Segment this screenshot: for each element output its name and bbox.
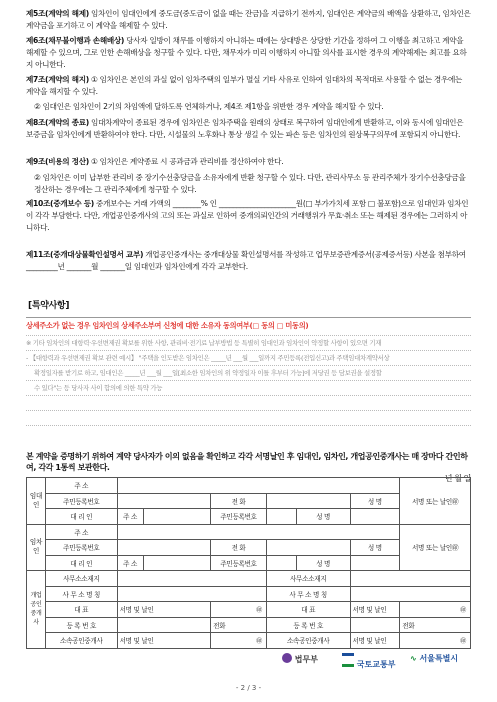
broker1-rep-label: 대 표 <box>45 602 117 618</box>
signature-table <box>26 477 471 649</box>
lessor-agent-name-label: 성 명 <box>296 509 350 525</box>
broker1-office-addr-field[interactable] <box>117 571 266 587</box>
lessee-address-label: 주 소 <box>45 524 117 540</box>
lessee-agent-rrn-label: 주민등록번호 <box>211 555 267 571</box>
lessee-agent-label: 대 리 인 <box>45 555 117 571</box>
lessor-name-label: 성 명 <box>350 493 400 509</box>
broker2-seal[interactable]: ㊞ <box>400 602 471 618</box>
molit-logo: 국토교통부 <box>342 653 395 670</box>
clause-9-1: 제9조(비용의 정산) ① 임차인은 계약종료 시 공과금과 관리비를 정산하여야 한다. <box>26 157 284 166</box>
broker2-sign-label: 서명 및 날인 <box>350 602 400 618</box>
lessee-sign-cell[interactable]: 서명 또는 날인㊞ <box>400 524 471 571</box>
lessee-agent-addr-field[interactable] <box>143 555 211 571</box>
divider <box>26 410 471 411</box>
address-consent-line: 상세주소가 없는 경우 임차인의 상세주소부여 신청에 대한 소유자 동의여부(□ 동의 □ 미동의) <box>26 321 309 330</box>
lessor-phone-field[interactable] <box>266 493 350 509</box>
lessor-address-label: 주 소 <box>45 478 117 494</box>
lessor-agent-addr-field[interactable] <box>143 509 211 525</box>
lessor-agent-rrn-field[interactable] <box>266 509 296 525</box>
lessee-agent-name-field[interactable] <box>350 555 400 571</box>
lessee-name-label: 성 명 <box>350 540 400 556</box>
divider <box>26 425 471 426</box>
lessee-agent-name-label: 성 명 <box>296 555 350 571</box>
clause-6: 제6조(채무불이행과 손해배상) 당사자 일방이 채무를 이행하지 아니하는 때에는 상대방은 상당한 기간을 정하여 그 이행을 최고하고 계약을 해제할 수 있으며, 그로 인한 손해배상을 청구할 수 있다. 다만, 채무자가 미리 이행하지 아니할 의사를 표시한 경우의 계약해제는 최고를 요하지 아니한다. <box>26 36 467 69</box>
broker2-tel-label: 전화 <box>400 617 471 633</box>
lessor-phone-label: 전 화 <box>211 493 267 509</box>
contract-date: 년 월 일 <box>444 474 471 483</box>
broker1-agent-label: 소속공인중개사 <box>45 633 117 649</box>
lessee-agent-rrn-field[interactable] <box>266 555 296 571</box>
clause-9-2: ② 임차인은 이미 납부한 관리비 중 장기수선충당금을 소유자에게 반환 청구할 수 있다. 다만, 관리사무소 등 관리주체가 장기수선충당금을 정산하는 경우에는 그 관리주체에게 청구할 수 있다. <box>34 173 466 194</box>
lessee-rrn-field[interactable] <box>117 540 211 556</box>
broker2-reg-field[interactable] <box>350 617 400 633</box>
special-terms-title: [특약사항] <box>28 301 70 311</box>
lessee-rrn-label: 주민등록번호 <box>45 540 117 556</box>
broker1-sign-label: 서명 및 날인 <box>117 602 211 618</box>
molit-emblem-icon <box>342 653 354 667</box>
broker2-office-name-field[interactable] <box>350 586 471 602</box>
moj-emblem-icon <box>282 653 292 663</box>
lessor-agent-label: 대 리 인 <box>45 509 117 525</box>
broker2-office-name-label: 사 무 소 명 칭 <box>266 586 350 602</box>
special-note: ※ 기타 임차인의 대항력·우선변제권 확보를 위한 사항, 관리비·전기료 납부방법 등 특별히 임대인과 임차인이 약정할 사항이 있으면 기재 <box>26 339 382 347</box>
clause-8: 제8조(계약의 종료) 임대차계약이 종료된 경우에 임차인은 임차주택을 원래의 상태로 복구하여 임대인에게 반환하고, 이와 동시에 임대인은 보증금을 임차인에게 반환하여야 한다. 다만, 시설물의 노후화나 통상 생길 수 있는 파손 등은 임차인의 원상복구의무에 포함되지 아니한다. <box>26 118 464 139</box>
broker2-agent-seal[interactable]: ㊞ <box>400 633 471 649</box>
lessor-address-field[interactable] <box>117 478 400 494</box>
broker2-rep-label: 대 표 <box>266 602 350 618</box>
lessee-header: 임차인 <box>27 524 46 571</box>
lessor-sign-cell[interactable]: 서명 또는 날인㊞ <box>400 478 471 525</box>
clause-11: 제11조(중개대상물확인설명서 교부) 개업공인중개사는 중개대상물 확인설명서를 작성하고 업무보증관계증서(공제증서등) 사본을 첨부하여 _________년 _______월 _______일 임대인과 임차인에게 각각 교부한다. <box>26 250 466 271</box>
broker1-reg-field[interactable] <box>117 617 211 633</box>
broker1-reg-label: 등 록 번 호 <box>45 617 117 633</box>
broker2-agent-sign-label: 서명 및 날인 <box>350 633 400 649</box>
divider <box>26 350 471 351</box>
seoul-logo: ∿ 서울특별시 <box>410 654 459 663</box>
divider <box>26 365 471 366</box>
broker-header: 개업공인중개사 <box>27 571 46 649</box>
lessee-address-field[interactable] <box>117 524 400 540</box>
lessee-phone-field[interactable] <box>266 540 350 556</box>
broker1-agent-seal[interactable]: ㊞ <box>211 633 267 649</box>
lessor-agent-addr-label: 주 소 <box>117 509 143 525</box>
special-example-2: 확정일자를 받기로 하고, 임대인은 _____년 ___월 ___일[최소한 임차인의 위 약정일자 이틀 후부터 가능]에 저당권 등 담보권을 설정할 <box>34 369 382 377</box>
broker1-agent-sign-label: 서명 및 날인 <box>117 633 211 649</box>
special-terms-box <box>26 317 471 439</box>
confirmation-text: 본 계약을 증명하기 위하여 계약 당사자가 이의 없음을 확인하고 각각 서명날인 후 임대인, 임차인, 개업공인중개사는 매 장마다 간인하여, 각각 1통씩 보관한다. <box>26 452 468 472</box>
lessee-agent-addr-label: 주 소 <box>117 555 143 571</box>
lessor-rrn-label: 주민등록번호 <box>45 493 117 509</box>
clause-7-2: ② 임대인은 임차인이 2기의 차임액에 달하도록 연체하거나, 제4조 제1항을 위반한 경우 계약을 해지할 수 있다. <box>34 102 384 111</box>
page-number: - 2 / 3 - <box>235 684 262 692</box>
broker1-tel-label: 전화 <box>211 617 267 633</box>
seoul-emblem-icon: ∿ <box>410 654 417 663</box>
broker1-office-name-field[interactable] <box>117 586 266 602</box>
divider <box>26 335 471 336</box>
lessee-phone-label: 전 화 <box>211 540 267 556</box>
broker2-agent-label: 소속공인중개사 <box>266 633 350 649</box>
broker2-office-addr-field[interactable] <box>350 571 471 587</box>
broker2-reg-label: 등 록 번 호 <box>266 617 350 633</box>
broker1-office-name-label: 사 무 소 명 칭 <box>45 586 117 602</box>
clause-7-1: 제7조(계약의 해지) ① 임차인은 본인의 과실 없이 임차주택의 일부가 멸실 기타 사유로 인하여 임대차의 목적대로 사용할 수 없는 경우에는 계약을 해지할 수 있다. <box>26 75 463 96</box>
special-example-1: - 【대항력과 우선변제권 확보 관련 예시】 "주택을 인도받은 임차인은 _____년 ___월 ___일까지 주민등록(전입신고)과 주택임대차계약서상 <box>26 354 390 362</box>
moj-logo: 법무부 <box>282 653 318 665</box>
broker2-office-addr-label: 사무소소재지 <box>266 571 350 587</box>
lessor-rrn-field[interactable] <box>117 493 211 509</box>
divider <box>26 380 471 381</box>
divider <box>26 395 471 396</box>
clause-10: 제10조(중개보수 등) 중개보수는 거래 가액의 ________% 인 ______________________원(□ 부가가치세 포함 □ 불포함)으로 임대인과 임차인이 각각 부담한다. 다만, 개업공인중개사의 고의 또는 과실로 인하여 중개의뢰인간의 거래행위가 무효·취소 또는 해제된 경우에는 그러하지 아니하다. <box>26 199 469 232</box>
clause-5: 제5조(계약의 해제) 임차인이 임대인에게 중도금(중도금이 없을 때는 잔금)을 지급하기 전까지, 임대인은 계약금의 배액을 상환하고, 임차인은 계약금을 포기하고 이 계약을 해제할 수 있다. <box>26 9 471 30</box>
lessor-agent-rrn-label: 주민등록번호 <box>211 509 267 525</box>
broker1-seal[interactable]: ㊞ <box>211 602 267 618</box>
broker1-office-addr-label: 사무소소재지 <box>45 571 117 587</box>
special-example-3: 수 있다"는 등 당사자 사이 합의에 의한 특약 가능 <box>34 384 163 392</box>
lessor-header: 임대인 <box>27 478 46 525</box>
lessor-agent-name-field[interactable] <box>350 509 400 525</box>
logo-strip <box>282 651 472 669</box>
